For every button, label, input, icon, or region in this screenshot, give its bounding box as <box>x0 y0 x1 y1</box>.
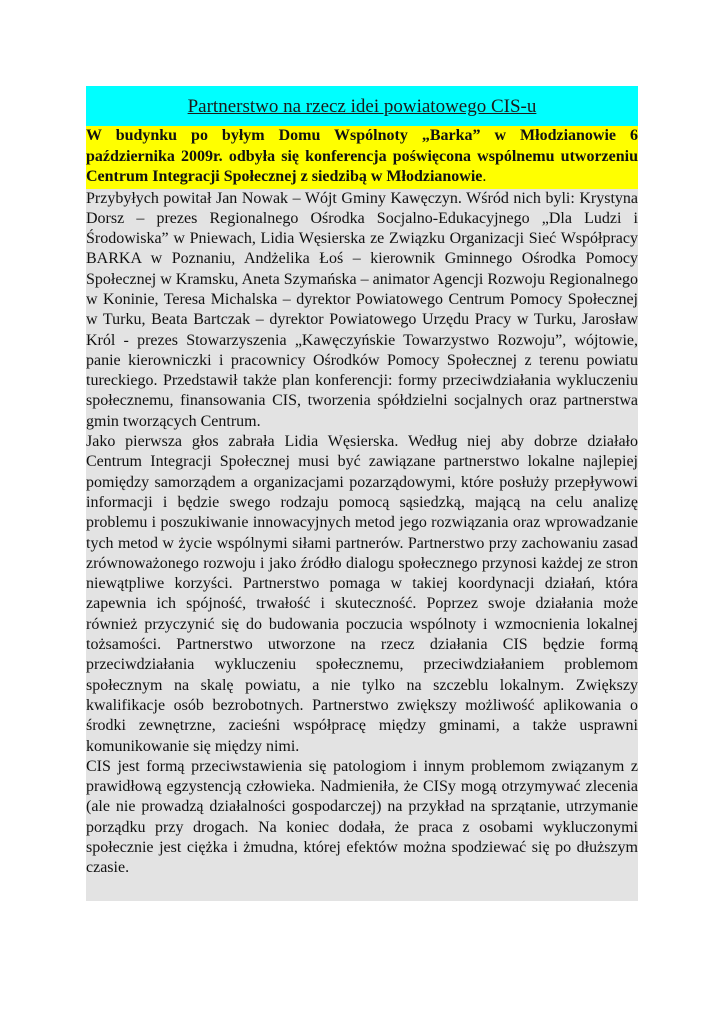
lead-text: W budynku po byłym Domu Wspólnoty „Barka” w Młodzianowie 6 października 2009r. odbyła się konferencja poświęcona wspólnemu utworzeniu Centrum Integracji Społecznej z siedzibą w Młodzianowie <box>86 127 638 185</box>
article <box>86 86 638 901</box>
body-block <box>86 189 638 901</box>
lead-paragraph <box>86 126 638 189</box>
article-title: Partnerstwo na rzecz idei powiatowego CIS-u <box>187 95 537 117</box>
paragraph-partnership: Jako pierwsza głos zabrała Lidia Węsierska. Według niej aby dobrze działało Centrum Integracji Społecznej musi być zawiązane partnerstwo lokalne najlepiej pomiędzy samorządem a organizacjami pozarządowymi, które posłuży przepływowi informacji i będzie swego rodzaju pomocą sąsiedzką, mającą na celu analizę problemu i poszukiwanie innowacyjnych metod jego rozwiązania oraz wprowadzanie tych metod w życie wspólnymi siłami partnerów. Partnerstwo przy zachowaniu zasad zrównoważonego rozwoju i jako źródło dialogu społecznego przynosi każdej ze stron niewątpliwe korzyści. Partnerstwo pomaga w takiej koordynacji działań, która zapewnia ich spójność, trwałość i skuteczność. Poprzez swoje działania może również przyczynić się do budowania poczucia wspólnoty i wzmocnienia lokalnej tożsamości. Partnerstwo utworzone na rzecz działania CIS będzie formą przeciwdziałania wykluczeniu społecznemu, przeciwdziałaniem problemom społecznym na skalę powiatu, a nie tylko na szczeblu lokalnym. Zwiększy kwalifikacje osób bezrobotnych. Partnerstwo zwiększy możliwość aplikowania o środki zewnętrzne, zacieśni współpracę między gminami, a także usprawni komunikowanie się między nimi. <box>86 433 638 755</box>
lead-period: . <box>482 168 487 185</box>
title-band <box>86 86 638 126</box>
paragraph-intro: Przybyłych powitał Jan Nowak – Wójt Gminy Kawęczyn. Wśród nich byli: Krystyna Dorsz – prezes Regionalnego Ośrodka Socjalno-Edukacyjnego „Dla Ludzi i Środowiska” w Pniewach, Lidia Węsierska ze Związku Organizacji Sieć Współpracy BARKA w Poznaniu, Andżelika Łoś – kierownik Gminnego Ośrodka Pomocy Społecznej w Kramsku, Aneta Szymańska – animator Agencji Rozwoju Regionalnego w Koninie, Teresa Michalska – dyrektor Powiatowego Centrum Pomocy Społecznej w Turku, Beata Bartczak – dyrektor Powiatowego Urzędu Pracy w Turku, Jarosław Król - prezes Stowarzyszenia „Kawęczyńskie Towarzystwo Rozwoju”, wójtowie, panie kierowniczki i pracownicy Ośrodków Pomocy Społecznej z terenu powiatu tureckiego. Przedstawił także plan konferencji: formy przeciwdziałania wykluczeniu społecznemu, finansowania CIS, tworzenia spółdzielni socjalnych oraz partnerstwa gmin tworzących Centrum. <box>86 189 638 430</box>
paragraph-cis: CIS jest formą przeciwstawienia się patologiom i innym problemom związanym z prawidłową egzystencją człowieka. Nadmieniła, że CISy mogą otrzymywać zlecenia (ale nie prowadzą działalności gospodarczej) na przykład na sprzątanie, utrzymanie porządku przy drogach. Na koniec dodała, że praca z osobami wykluczonymi społecznie jest ciężka i żmudna, której efektów można spodziewać się po dłuższym czasie. <box>86 757 638 877</box>
